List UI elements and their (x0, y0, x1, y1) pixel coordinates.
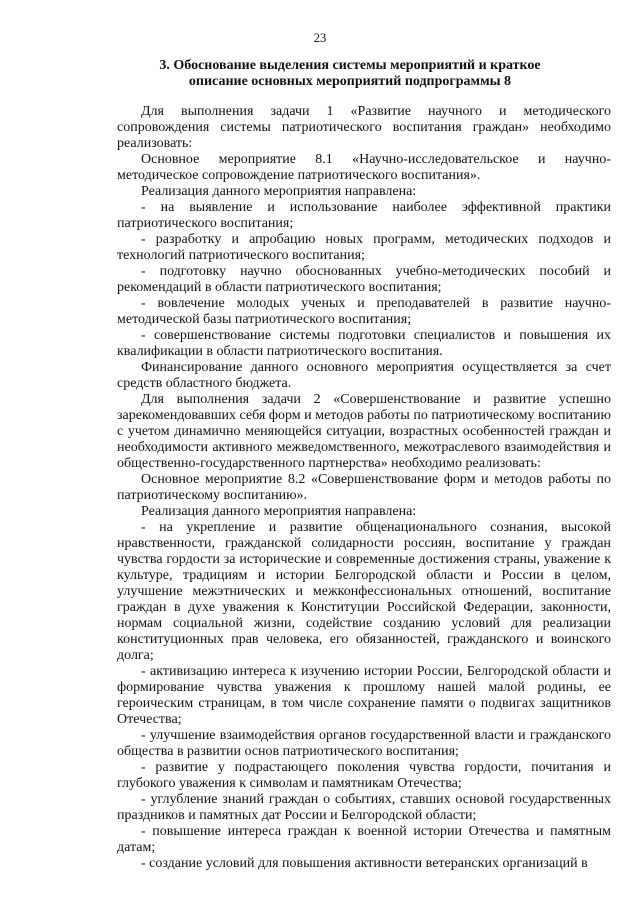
section-heading (100, 58, 600, 90)
list-item: - на укрепление и развитие общенационального сознания, высокой нравственности, гражданской солидарности россиян, воспитание у граждан чувства гордости за исторические и современные достижения страны, уважение к культуре, традициям и истории Белгородской области и России в целом, улучшение межэтнических и межконфессиональных отношений, воспитание граждан в духе уважения к Конституции Российской Федерации, законности, нормам социальной жизни, содействие созданию условий для реализации конституционных прав человека, его обязанностей, гражданского и воинского долга; (117, 520, 611, 663)
document-body (117, 104, 611, 872)
list-item: - повышение интереса граждан к военной истории Отечества и памятным датам; (117, 824, 611, 855)
paragraph-measure-8-1: Основное мероприятие 8.1 «Научно-исследовательское и научно-методическое сопровождение патриотического воспитания». (117, 152, 611, 183)
paragraph-task-1: Для выполнения задачи 1 «Развитие научного и методического сопровождения системы патриотического воспитания граждан» необходимо реализовать: (117, 104, 611, 151)
paragraph-implementation-intro: Реализация данного мероприятия направлена: (141, 184, 417, 199)
list-item: - подготовку научно обоснованных учебно-методических пособий и рекомендаций в области патриотического воспитания; (117, 264, 611, 295)
list-item: - совершенствование системы подготовки специалистов и повышения их квалификации в области патриотического воспитания. (117, 328, 611, 359)
list-item: - улучшение взаимодействия органов государственной власти и гражданского общества в развитии основ патриотического воспитания; (117, 728, 611, 759)
list-item: - углубление знаний граждан о событиях, ставших основой государственных праздников и памятных дат России и Белгородской области; (117, 792, 611, 823)
list-item: - вовлечение молодых ученых и преподавателей в развитие научно-методической базы патриотического воспитания; (117, 296, 611, 327)
paragraph-measure-8-2: Основное мероприятие 8.2 «Совершенствование форм и методов работы по патриотическому воспитанию». (117, 472, 611, 503)
section-heading-line-1: 3. Обоснование выделения системы мероприятий и краткое (159, 58, 541, 73)
paragraph-task-2: Для выполнения задачи 2 «Совершенствование и развитие успешно зарекомендовавших себя форм и методов работы по патриотическому воспитанию с учетом динамично меняющейся ситуации, возрастных особенностей граждан и необходимости активного межведомственного, межотраслевого взаимодействия и общественно-государственного партнерства» необходимо реализовать: (117, 392, 611, 471)
list-item: - активизацию интереса к изучению истории России, Белгородской области и формирование чувства уважения к прошлому нашей малой родины, ее героическим страницам, в том числе сохранение памяти о подвигах защитников Отечества; (117, 664, 611, 727)
list-item: - создание условий для повышения активности ветеранских организаций в (141, 856, 588, 871)
page-number: 23 (313, 31, 327, 45)
paragraph-financing: Финансирование данного основного мероприятия осуществляется за счет средств областного бюджета. (117, 360, 611, 391)
list-item: - развитие у подрастающего поколения чувства гордости, почитания и глубокого уважения к символам и памятникам Отечества; (117, 760, 611, 791)
list-item: - на выявление и использование наиболее эффективной практики патриотического воспитания; (117, 200, 611, 231)
section-heading-line-2: описание основных мероприятий подпрограммы 8 (188, 74, 512, 89)
paragraph-implementation-intro: Реализация данного мероприятия направлена: (141, 504, 417, 519)
list-item: - разработку и апробацию новых программ, методических подходов и технологий патриотического воспитания; (117, 232, 611, 263)
